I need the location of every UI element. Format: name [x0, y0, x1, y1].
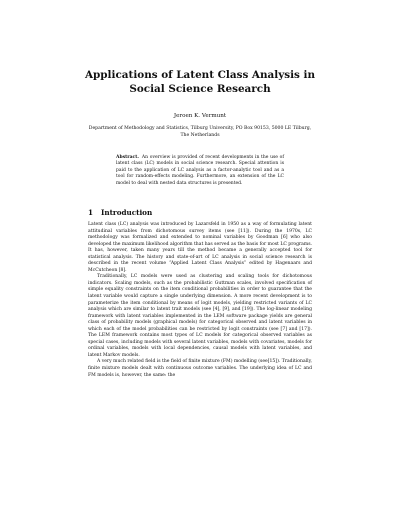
body-text [88, 222, 312, 379]
paragraph: Traditionally, LC models were used as clustering and scaling tools for dichotomous indicators. Scaling models, such as the probabilistic Guttman scales, involved specification of simple equality constraints on the item conditional probabilities in order to guarantee that the latent variable would capture a single underlying dimension. A more recent development is to parameterize the item conditional by means of logit models, yielding restricted variants of LC analysis which are similar to latent trait models (see [4], [9], and [19]). The log-linear modeling framework with latent variables implemented in the LEM software package yields are general class of probability models (graphical models) for categorical observed and latent variables in which each of the model probabilities can be restricted by logit constraints (see [7] and [17]). The LEM framework contains most types of LC models for categorical observed variables as special cases, including models with several latent variables, models with covariates, models for ordinal variables, models with local dependencies, causal models with latent variables, and latent Markov models. [88, 274, 312, 358]
abstract-text: An overview is provided of recent developments in the use of latent class (LC) models in social science research. Special attention is paid to the application of LC analysis as a factor-analytic tool and as a tool for random-effects modeling. Furthermore, an extension of the LC model to deal with nested data structures is presented. [116, 155, 284, 186]
paper-title: Applications of Latent Class Analysis in Social Science Research [84, 69, 316, 95]
author-affiliation: Department of Methodology and Statistics, Tilburg University, PO Box 90153, 5000 LE Tilburg, The Netherlands [88, 126, 312, 138]
abstract-label: Abstract. [116, 155, 139, 160]
paragraph: Latent class (LC) analysis was introduced by Lazarsfeld in 1950 as a way of formulating latent attitudinal variables from dichotomous survey items (see [11]). During the 1970s, LC methodology was formalized and extended to nominal variables by Goodman [6] who also developed the maximum likelihood algorithm that has served as the basis for most LC programs. It has, however, taken many years till the method became a generally accepted tool for statistical analysis. The history and state-of-art of LC analysis in social science research is described in the recent volume “Applied Latent Class Analysis” edited by Hagenaars and McCutcheon [8]. [88, 222, 312, 273]
section-title: Introduction [101, 208, 153, 217]
author-name: Jeroen K. Vermunt [173, 113, 227, 119]
section-number: 1 [88, 208, 94, 217]
abstract [116, 155, 284, 187]
paragraph: A very much related field is the field of finite mixture (FM) modelling (see[15]). Traditionally, finite mixture models dealt with continuous outcome variables. The underlying idea of LC and FM models is, however, the same: the [88, 359, 312, 378]
section-heading [88, 208, 152, 217]
